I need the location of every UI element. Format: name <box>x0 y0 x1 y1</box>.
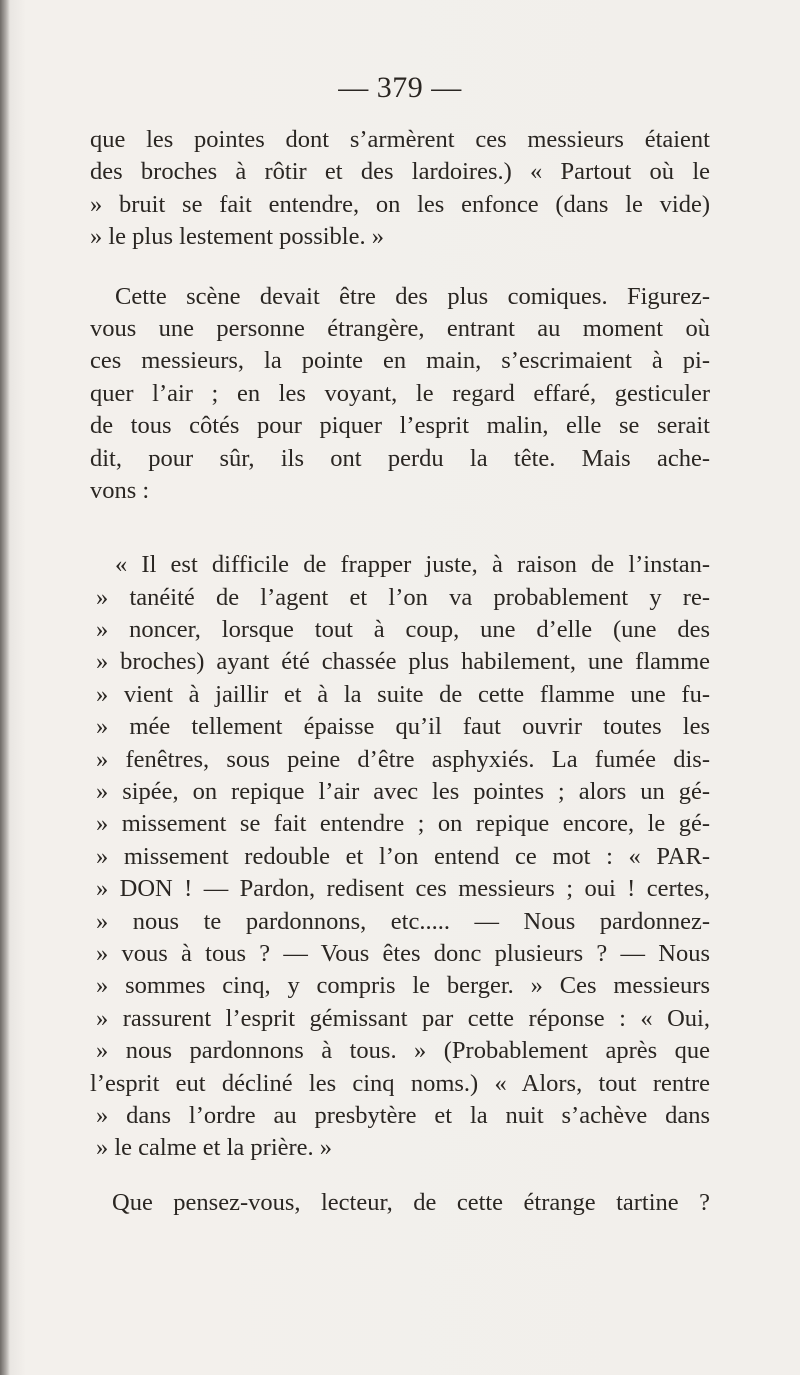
text-line: que les pointes dont s’armèrent ces messieurs étaient <box>90 126 710 153</box>
text-line: vous une personne étrangère, entrant au moment où <box>90 314 710 342</box>
text-line: vons : <box>90 476 150 504</box>
page-binding-edge <box>0 0 10 1375</box>
text-line: » nous pardonnons à tous. » (Probablement après que <box>96 1037 710 1065</box>
text-line: » le calme et la prière. » <box>96 1134 333 1162</box>
text-line: » missement redouble et l’on entend ce mot : « PAR- <box>96 842 710 870</box>
text-line: » vient à jaillir et à la suite de cette flamme une fu- <box>96 680 710 708</box>
text-line: de tous côtés pour piquer l’esprit malin, elle se serait <box>90 412 710 440</box>
text-line: » rassurent l’esprit gémissant par cette réponse : « Oui, <box>96 1004 710 1032</box>
text-line: » tanéité de l’agent et l’on va probablement y re- <box>96 583 710 611</box>
text-line: » vous à tous ? — Vous êtes donc plusieurs ? — Nous <box>96 939 710 967</box>
text-line: quer l’air ; en les voyant, le regard effaré, gesticuler <box>90 379 710 407</box>
text-line: » bruit se fait entendre, on les enfonce (dans le vide) <box>90 190 710 218</box>
text-line: des broches à rôtir et des lardoires.) « Partout où le <box>90 158 710 186</box>
paragraph-4 <box>90 1187 710 1219</box>
text-line: Cette scène devait être des plus comiques. Figurez- <box>115 282 710 310</box>
text-line: « Il est difficile de frapper juste, à raison de l’instan- <box>115 551 710 579</box>
paragraph-3-quotation <box>90 549 710 1164</box>
text-line: » nous te pardonnons, etc..... — Nous pardonnez- <box>96 907 710 935</box>
text-line: » le plus lestement possible. » <box>90 223 384 251</box>
text-line: » missement se fait entendre ; on repique encore, le gé- <box>96 810 710 838</box>
text-line: l’esprit eut décliné les cinq noms.) « Alors, tout rentre <box>90 1069 710 1097</box>
text-line: dit, pour sûr, ils ont perdu la tête. Mais ache- <box>90 444 710 472</box>
text-line: Que pensez-vous, lecteur, de cette étrange tartine ? <box>112 1188 710 1216</box>
paragraph-2 <box>90 281 710 508</box>
text-line: » broches) ayant été chassée plus habilement, une flamme <box>96 648 710 676</box>
paragraph-1 <box>90 124 710 254</box>
text-line: » sipée, on repique l’air avec les pointes ; alors un gé- <box>96 778 710 806</box>
page-number: — 379 — <box>338 71 462 104</box>
text-line: » fenêtres, sous peine d’être asphyxiés. La fumée dis- <box>96 745 710 773</box>
text-line: » dans l’ordre au presbytère et la nuit s’achève dans <box>96 1101 710 1129</box>
text-line: » DON ! — Pardon, redisent ces messieurs ; oui ! certes, <box>96 875 710 903</box>
text-line: » mée tellement épaisse qu’il faut ouvrir toutes les <box>96 713 710 741</box>
text-line: ces messieurs, la pointe en main, s’escrimaient à pi- <box>90 347 710 375</box>
body-text <box>90 124 710 1219</box>
text-line: » sommes cinq, y compris le berger. » Ces messieurs <box>96 972 710 1000</box>
text-line: » noncer, lorsque tout à coup, une d’elle (une des <box>96 616 710 644</box>
